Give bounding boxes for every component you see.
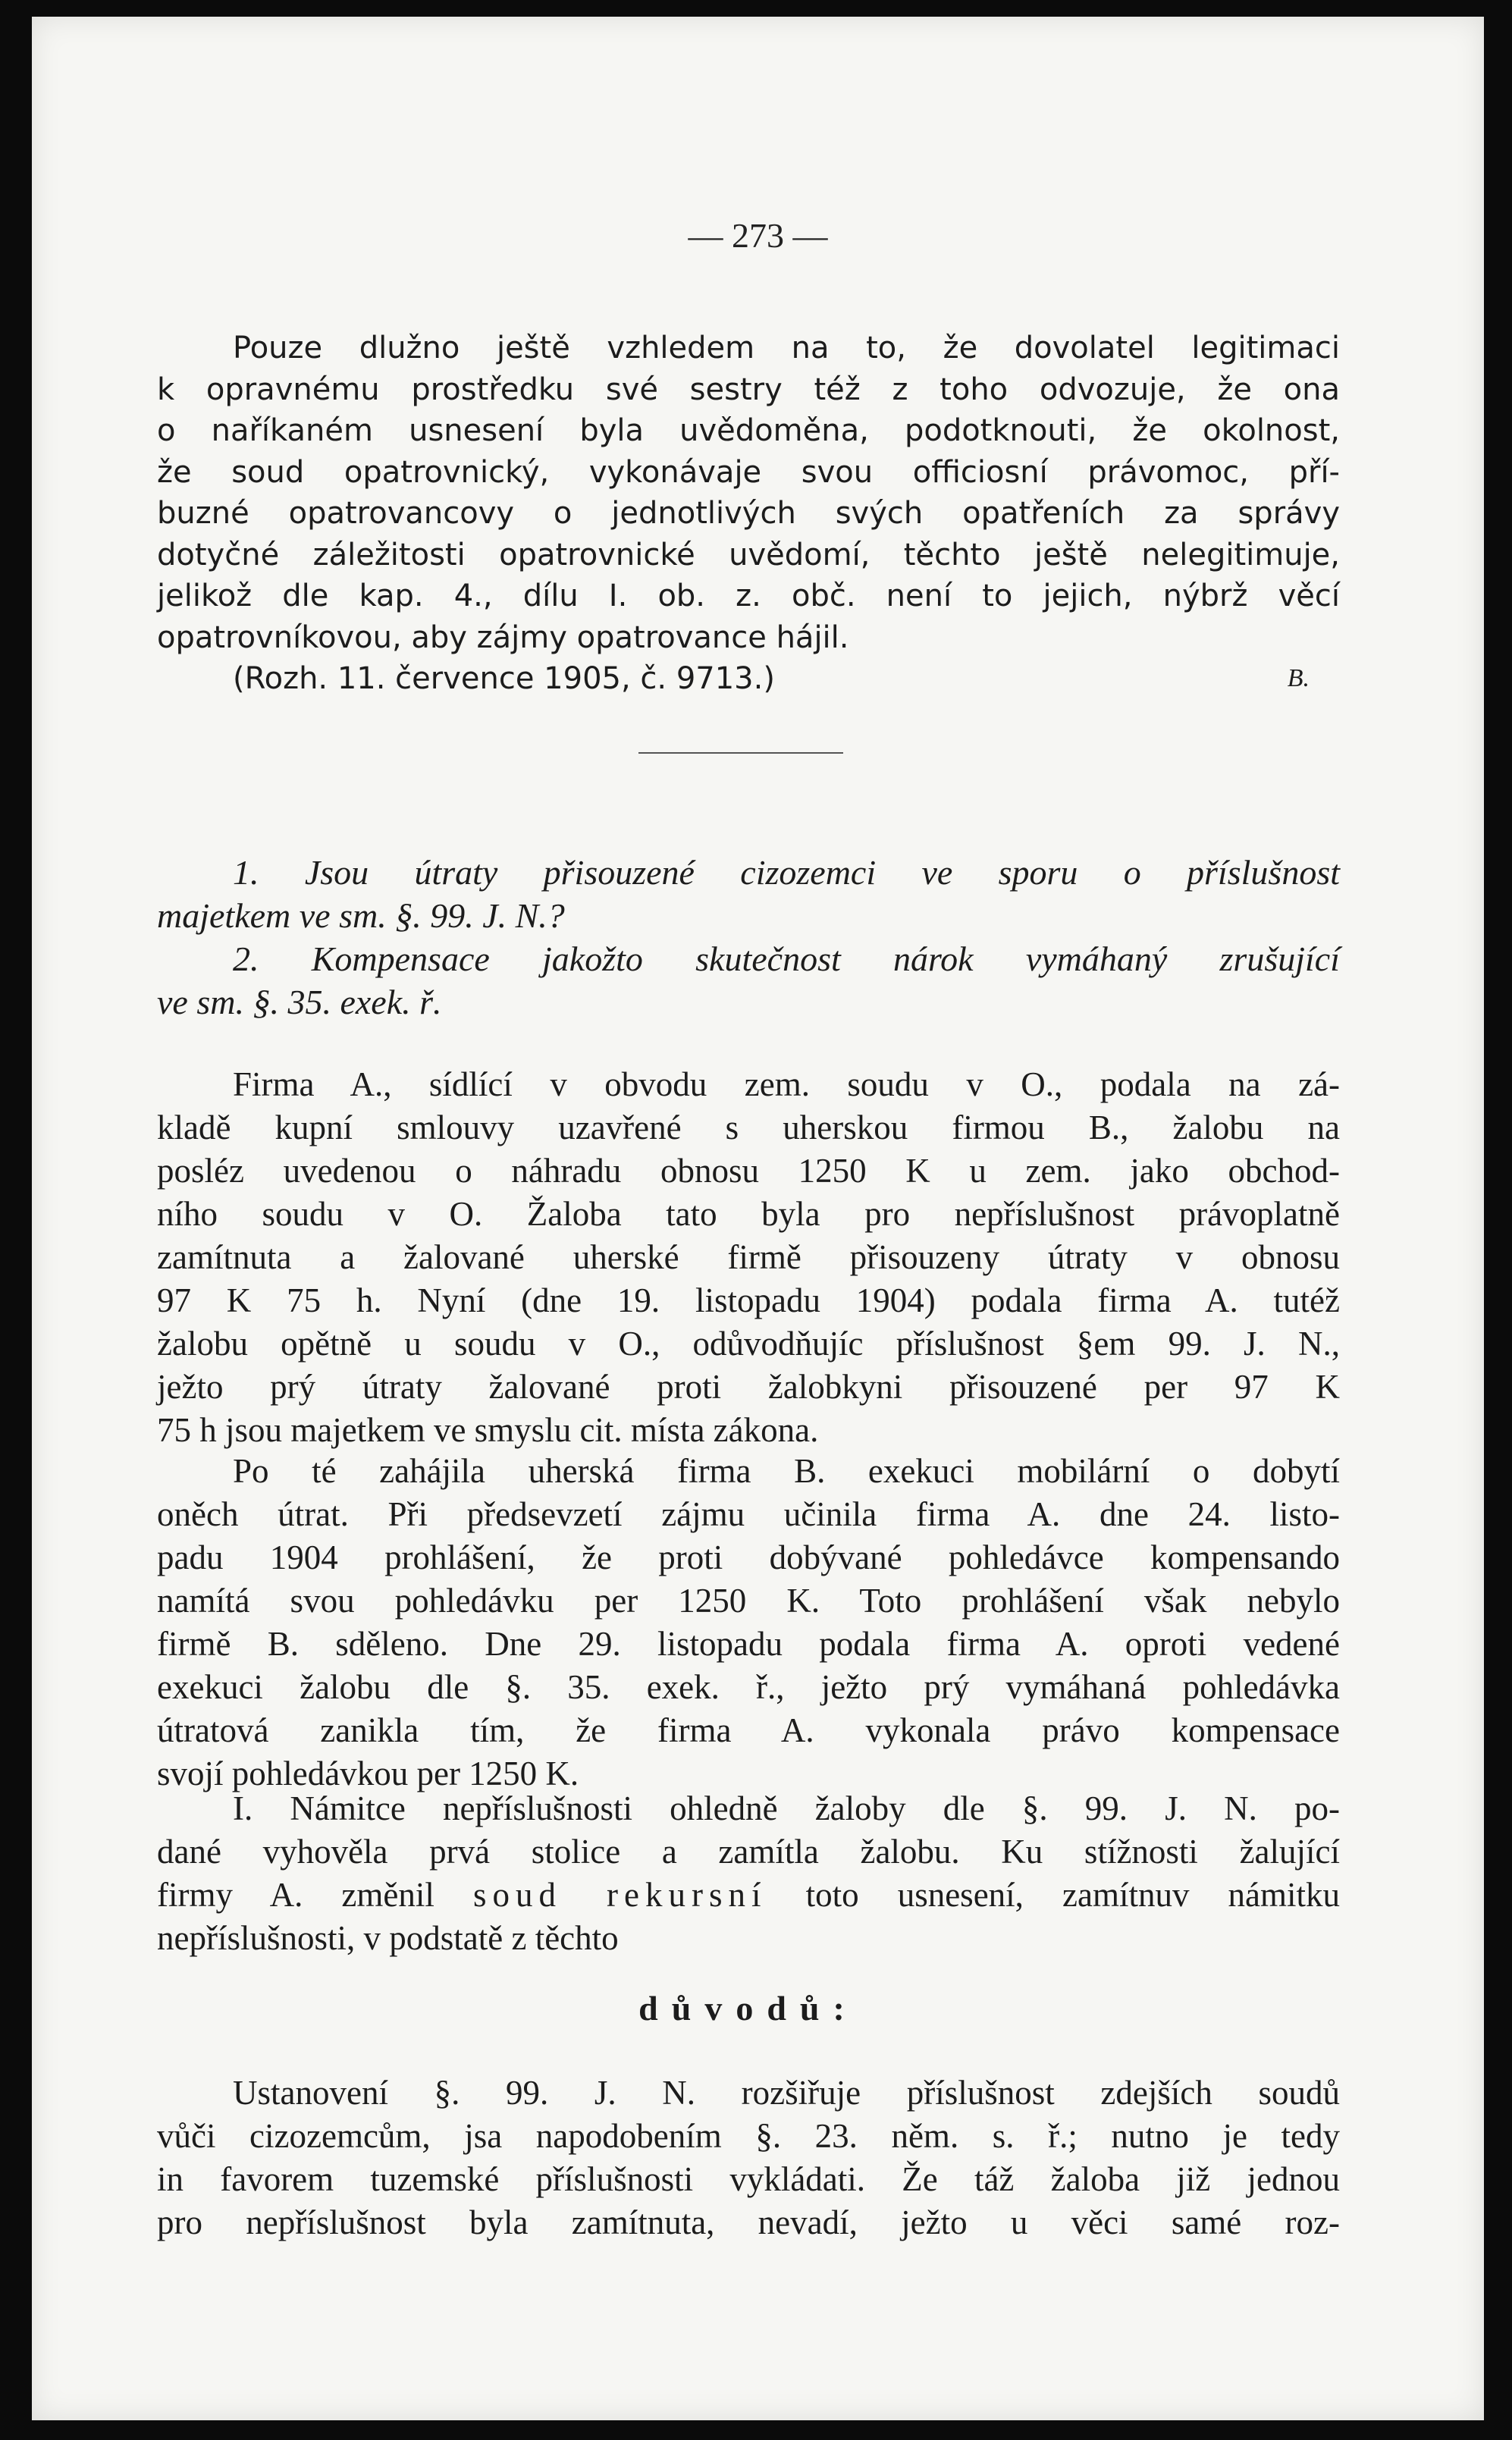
document-page bbox=[32, 17, 1484, 2420]
text-line: oněch útrat. Při předsevzetí zájmu učinila firma A. dne 24. listo- bbox=[157, 1495, 1340, 1533]
page-number: — 273 — bbox=[688, 216, 828, 255]
court-citation: (Rozh. 11. července 1905, č. 9713.) bbox=[233, 661, 775, 696]
section-divider bbox=[638, 752, 843, 754]
headnote-line: 2. Kompensace jakožto skutečnost nárok vymáhaný zrušující bbox=[233, 939, 1340, 978]
text-line: opatrovníkovou, aby zájmy opatrovance hájil. bbox=[157, 619, 849, 655]
text-line: firmě B. sděleno. Dne 29. listopadu podala firma A. oproti vedené bbox=[157, 1625, 1340, 1663]
text-line: I. Námitce nepříslušnosti ohledně žaloby dle §. 99. J. N. po- bbox=[233, 1789, 1340, 1827]
text-line: buzné opatrovancovy o jednotlivých svých opatřeních za správy bbox=[157, 496, 1340, 531]
text-line: zamítnuta a žalované uherské firmě přisouzeny útraty v obnosu bbox=[157, 1238, 1340, 1276]
text-line: padu 1904 prohlášení, že proti dobývané pohledávce kompensando bbox=[157, 1538, 1340, 1576]
text-line: že soud opatrovnický, vykonávaje svou officiosní právomoc, pří- bbox=[157, 454, 1340, 490]
text-line: žalobu opětně u soudu v O., odůvodňujíc příslušnost §em 99. J. N., bbox=[157, 1325, 1340, 1363]
headnote-line: ve sm. §. 35. exek. ř. bbox=[157, 983, 442, 1021]
section-heading: důvodů: bbox=[638, 1989, 858, 2028]
paragraph-ruling bbox=[157, 1787, 1340, 1960]
spaced-emphasis: soud rekursní bbox=[472, 1876, 767, 1914]
text-line: Ustanovení §. 99. J. N. rozšiřuje příslušnost zdejších soudů bbox=[233, 2074, 1340, 2112]
text-line: svojí pohledávkou per 1250 K. bbox=[157, 1755, 579, 1792]
text-line: 97 K 75 h. Nyní (dne 19. listopadu 1904) podala firma A. tutéž bbox=[157, 1281, 1340, 1319]
paragraph-execution bbox=[157, 1450, 1340, 1796]
text-line: vůči cizozemcům, jsa napodobením §. 23. něm. s. ř.; nutno je tedy bbox=[157, 2117, 1340, 2155]
text-line: exekuci žalobu dle §. 35. exek. ř., ježto prý vymáhaná pohledávka bbox=[157, 1668, 1340, 1706]
paragraph-reasons bbox=[157, 2071, 1340, 2244]
text-line: kladě kupní smlouvy uzavřené s uherskou firmou B., žalobu na bbox=[157, 1109, 1340, 1146]
text-line: Pouze dlužno ještě vzhledem na to, že dovolatel legitimaci bbox=[233, 331, 1340, 365]
text-line: firmy A. změnil soud rekursní toto usnesení, zamítnuv námitku bbox=[157, 1876, 1341, 1914]
text-line: k opravnému prostředku své sestry též z toho odvozuje, že ona bbox=[157, 372, 1340, 407]
signature: B. bbox=[1287, 664, 1310, 692]
headnote-line: majetkem ve sm. §. 99. J. N.? bbox=[157, 896, 565, 935]
text-line: ježto prý útraty žalované proti žalobkyni přisouzené per 97 K bbox=[157, 1368, 1340, 1406]
text-line: Po té zahájila uherská firma B. exekuci mobilární o dobytí bbox=[233, 1452, 1340, 1490]
text-line: dotyčné záležitosti opatrovnické uvědomí, těchto ještě nelegitimuje, bbox=[157, 537, 1340, 572]
text-line: 75 h jsou majetkem ve smyslu cit. místa zákona. bbox=[157, 1411, 819, 1449]
text-line: in favorem tuzemské příslušnosti vykládati. Že táž žaloba již jednou bbox=[157, 2160, 1340, 2198]
text-line: dané vyhověla prvá stolice a zamítla žalobu. Ku stížnosti žalující bbox=[157, 1833, 1340, 1871]
text-line: pro nepříslušnost byla zamítnuta, nevadí, ježto u věci samé roz- bbox=[157, 2203, 1340, 2241]
text-line: o naříkaném usnesení byla uvědoměna, podotknouti, že okolnost, bbox=[157, 413, 1340, 448]
text-line: jelikož dle kap. 4., dílu I. ob. z. obč. není to jejich, nýbrž věcí bbox=[157, 579, 1340, 613]
text-line: ního soudu v O. Žaloba tato byla pro nepříslušnost právoplatně bbox=[157, 1195, 1340, 1233]
text-line: posléz uvedenou o náhradu obnosu 1250 K u zem. jako obchod- bbox=[157, 1152, 1340, 1190]
text-line: Firma A., sídlící v obvodu zem. soudu v O., podala na zá- bbox=[233, 1065, 1340, 1103]
paragraph-intro bbox=[157, 328, 1340, 699]
text-line: útratová zanikla tím, že firma A. vykonala právo kompensace bbox=[157, 1711, 1340, 1749]
paragraph-facts bbox=[157, 1063, 1340, 1452]
citation-row bbox=[157, 658, 1340, 699]
section-heading-wrap bbox=[157, 1988, 1340, 2028]
text-line: namítá svou pohledávku per 1250 K. Toto prohlášení však nebylo bbox=[157, 1582, 1340, 1620]
headnote-line: 1. Jsou útraty přisouzené cizozemci ve sporu o příslušnost bbox=[233, 853, 1340, 892]
headnotes bbox=[157, 851, 1340, 1024]
text-line: nepříslušnosti, v podstatě z těchto bbox=[157, 1919, 619, 1957]
